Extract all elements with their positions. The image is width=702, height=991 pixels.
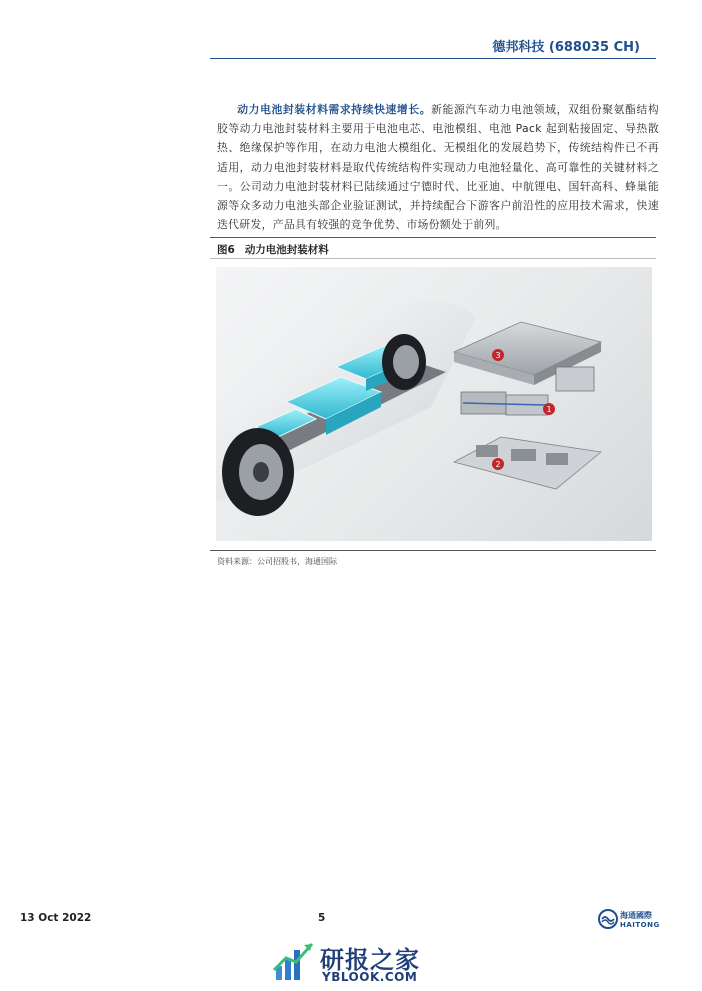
paragraph-lead: 动力电池封装材料需求持续快速增长。 — [237, 103, 432, 116]
haitong-logo-icon — [598, 909, 618, 929]
yblook-watermark — [272, 940, 452, 988]
figure-bottom-rule — [210, 550, 656, 551]
logo-en-text: HAITONG — [620, 921, 660, 929]
haitong-logo — [598, 909, 668, 933]
wheel-front — [222, 428, 294, 516]
wheel-rear — [382, 334, 426, 390]
marker-2 — [492, 458, 504, 470]
svg-text:1: 1 — [546, 405, 552, 414]
marker-3 — [492, 349, 504, 361]
page-number: 5 — [318, 912, 326, 924]
figure-source: 资料来源：公司招股书，海通国际 — [217, 557, 337, 566]
logo-cn-text: 海通國際 — [620, 911, 652, 920]
figure-number: 图6 — [217, 244, 235, 256]
report-title: 德邦科技 (688035 CH) — [492, 40, 640, 55]
watermark-en: YBLOOK.COM — [322, 970, 418, 984]
ev-battery-illustration — [216, 267, 652, 541]
figure-caption — [217, 242, 329, 257]
header-divider — [210, 58, 656, 59]
figure-mid-rule — [210, 258, 656, 259]
figure-top-rule — [210, 237, 656, 238]
paragraph-text: 新能源汽车动力电池领域，双组份聚氨酯结构胶等动力电池封装材料主要用于电池电芯、电池模组、电池 Pack 起到粘接固定、导热散热、绝缘保护等作用，在动力电池大模组化、无模组化的发展趋势下，传统结构件已不再适用，动力电池封装材料是取代传统结构件实现动力电池轻量化、高可靠性的关键材料之一。公司动力电池封装材料已陆续通过宁德时代、比亚迪、中航锂电、国轩高科、蜂巢能源等众多动力电池头部企业验证测试，并持续配合下游客户前沿性的应用技术需求，快速迭代研发，产品具有较强的竞争优势、市场份额处于前列。 — [217, 103, 660, 232]
body-paragraph — [217, 100, 659, 234]
marker-1 — [543, 403, 555, 415]
figure-title: 动力电池封装材料 — [244, 244, 329, 256]
chart-logo-icon — [272, 940, 316, 984]
svg-text:2: 2 — [495, 460, 501, 469]
footer-date: 13 Oct 2022 — [20, 912, 92, 924]
svg-text:3: 3 — [495, 351, 501, 360]
battery-figure-image — [216, 267, 652, 541]
watermark-cn: 研报之家 — [320, 946, 420, 974]
battery-tray — [454, 437, 601, 489]
